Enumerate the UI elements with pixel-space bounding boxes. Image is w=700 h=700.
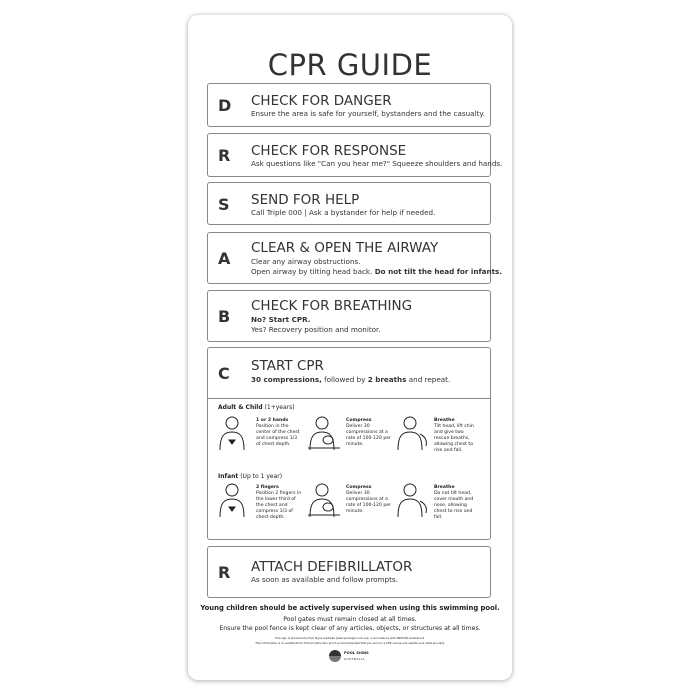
sign-title: CPR GUIDE <box>267 48 433 82</box>
step-desc: Ensure the area is safe for yourself, bystanders and the casualty. <box>251 109 485 118</box>
fine-print: This information is no substitute for formal instruction and it is recommended that you enrol in a CPR course and update your skills annually. <box>255 641 445 645</box>
infant-step-text <box>346 485 392 515</box>
adult-step-text <box>256 418 302 448</box>
step-title: Breathe <box>434 418 455 423</box>
logo-subtext: AUSTRALIA <box>344 657 366 661</box>
step-instructions: Position in the center of the chest and compress 1/3 of chest depth. <box>256 424 300 447</box>
adult-chest-position-illustration <box>216 414 246 452</box>
infant-compress-illustration <box>306 481 336 519</box>
step-title: Compress <box>346 485 372 490</box>
step-response <box>207 133 503 177</box>
desc-text: Open airway by tilting head back. <box>251 267 373 276</box>
step-instructions: Do not tilt head, cover mouth and nose, allowing chest to rise and fall. <box>434 491 474 520</box>
label-age: (1+years) <box>262 404 295 411</box>
step-instructions: Deliver 30 compressions at a rate of 100-120 per minute. <box>346 491 391 514</box>
infant-chest-position-illustration <box>216 481 246 519</box>
step-title: 1 or 2 hands <box>256 418 289 423</box>
desc-bold: 2 breaths <box>367 375 407 384</box>
step-heading: ATTACH DEFIBRILLATOR <box>251 559 413 575</box>
label-text: Adult & Child <box>218 404 263 411</box>
adult-compress-illustration <box>306 414 336 452</box>
fine-print: This sign is produced by Pool Signs Australia (www.poolsigns.com.au), in accordance with ANZCOR Guideline 8. <box>275 636 425 640</box>
step-instructions: Position 2 fingers in the lower third of the chest and compress 1/3 of chest depth. <box>256 491 302 520</box>
infant-step-text <box>434 485 480 521</box>
step-instructions: Deliver 30 compressions at a rate of 100-120 per minute. <box>346 424 391 447</box>
adult-label <box>218 404 295 411</box>
cpr-sign <box>188 15 512 680</box>
step-desc: As soon as available and follow prompts. <box>251 575 398 584</box>
step-heading: SEND FOR HELP <box>251 192 360 208</box>
step-letter: B <box>218 307 231 326</box>
step-desc <box>251 375 450 385</box>
step-title: 2 fingers <box>256 485 279 490</box>
adult-breathe-illustration <box>394 414 424 452</box>
step-letter: A <box>218 249 231 268</box>
step-desc: Ask questions like "Can you hear me?" Squeeze shoulders and hands. <box>251 159 503 168</box>
adult-step-text <box>434 418 480 454</box>
step-letter: R <box>218 146 231 165</box>
label-text: Infant <box>218 473 239 480</box>
step-cpr <box>207 347 491 540</box>
step-desc <box>251 267 502 277</box>
step-desc: Call Triple 000 | Ask a bystander for help if needed. <box>251 208 436 217</box>
step-desc: Yes? Recovery position and monitor. <box>251 325 381 334</box>
step-heading: CHECK FOR BREATHING <box>251 298 413 314</box>
desc-warning: Do not tilt the head for infants. <box>374 267 503 276</box>
step-letter: C <box>218 364 230 383</box>
step-breathing <box>207 290 491 342</box>
step-heading: CHECK FOR DANGER <box>251 93 392 109</box>
step-heading: CLEAR & OPEN THE AIRWAY <box>251 240 439 256</box>
step-heading: START CPR <box>251 358 324 374</box>
step-danger <box>207 83 491 127</box>
infant-step-text <box>256 485 302 521</box>
desc-bold: 30 compressions, <box>251 375 322 384</box>
adult-step-text <box>346 418 392 448</box>
step-letter: R <box>218 563 231 582</box>
logo-icon <box>329 650 341 662</box>
step-help <box>207 182 491 225</box>
step-title: Compress <box>346 418 372 423</box>
supervision-warning: Young children should be actively supervised when using this swimming pool. <box>200 604 500 612</box>
step-heading: CHECK FOR RESPONSE <box>251 143 407 159</box>
desc-text: followed by <box>321 375 368 384</box>
step-instructions: Tilt head, lift chin and give two rescue breaths, allowing chest to rise and fall. <box>434 424 474 453</box>
step-desc: No? Start CPR. <box>251 315 311 324</box>
step-title: Breathe <box>434 485 455 490</box>
step-letter: S <box>218 195 230 214</box>
label-age: (Up to 1 year) <box>238 473 283 480</box>
step-desc: Clear any airway obstructions. <box>251 257 361 266</box>
fence-notice: Ensure the pool fence is kept clear of any articles, objects, or structures at all times. <box>219 625 481 632</box>
step-letter: D <box>218 96 232 115</box>
gate-notice: Pool gates must remain closed at all times. <box>283 616 417 623</box>
step-airway <box>207 232 503 284</box>
desc-text: and repeat. <box>406 375 451 384</box>
step-defib <box>207 546 491 598</box>
infant-breathe-illustration <box>394 481 424 519</box>
infant-label <box>218 473 282 480</box>
logo-text: POOL SIGNS <box>344 651 369 655</box>
